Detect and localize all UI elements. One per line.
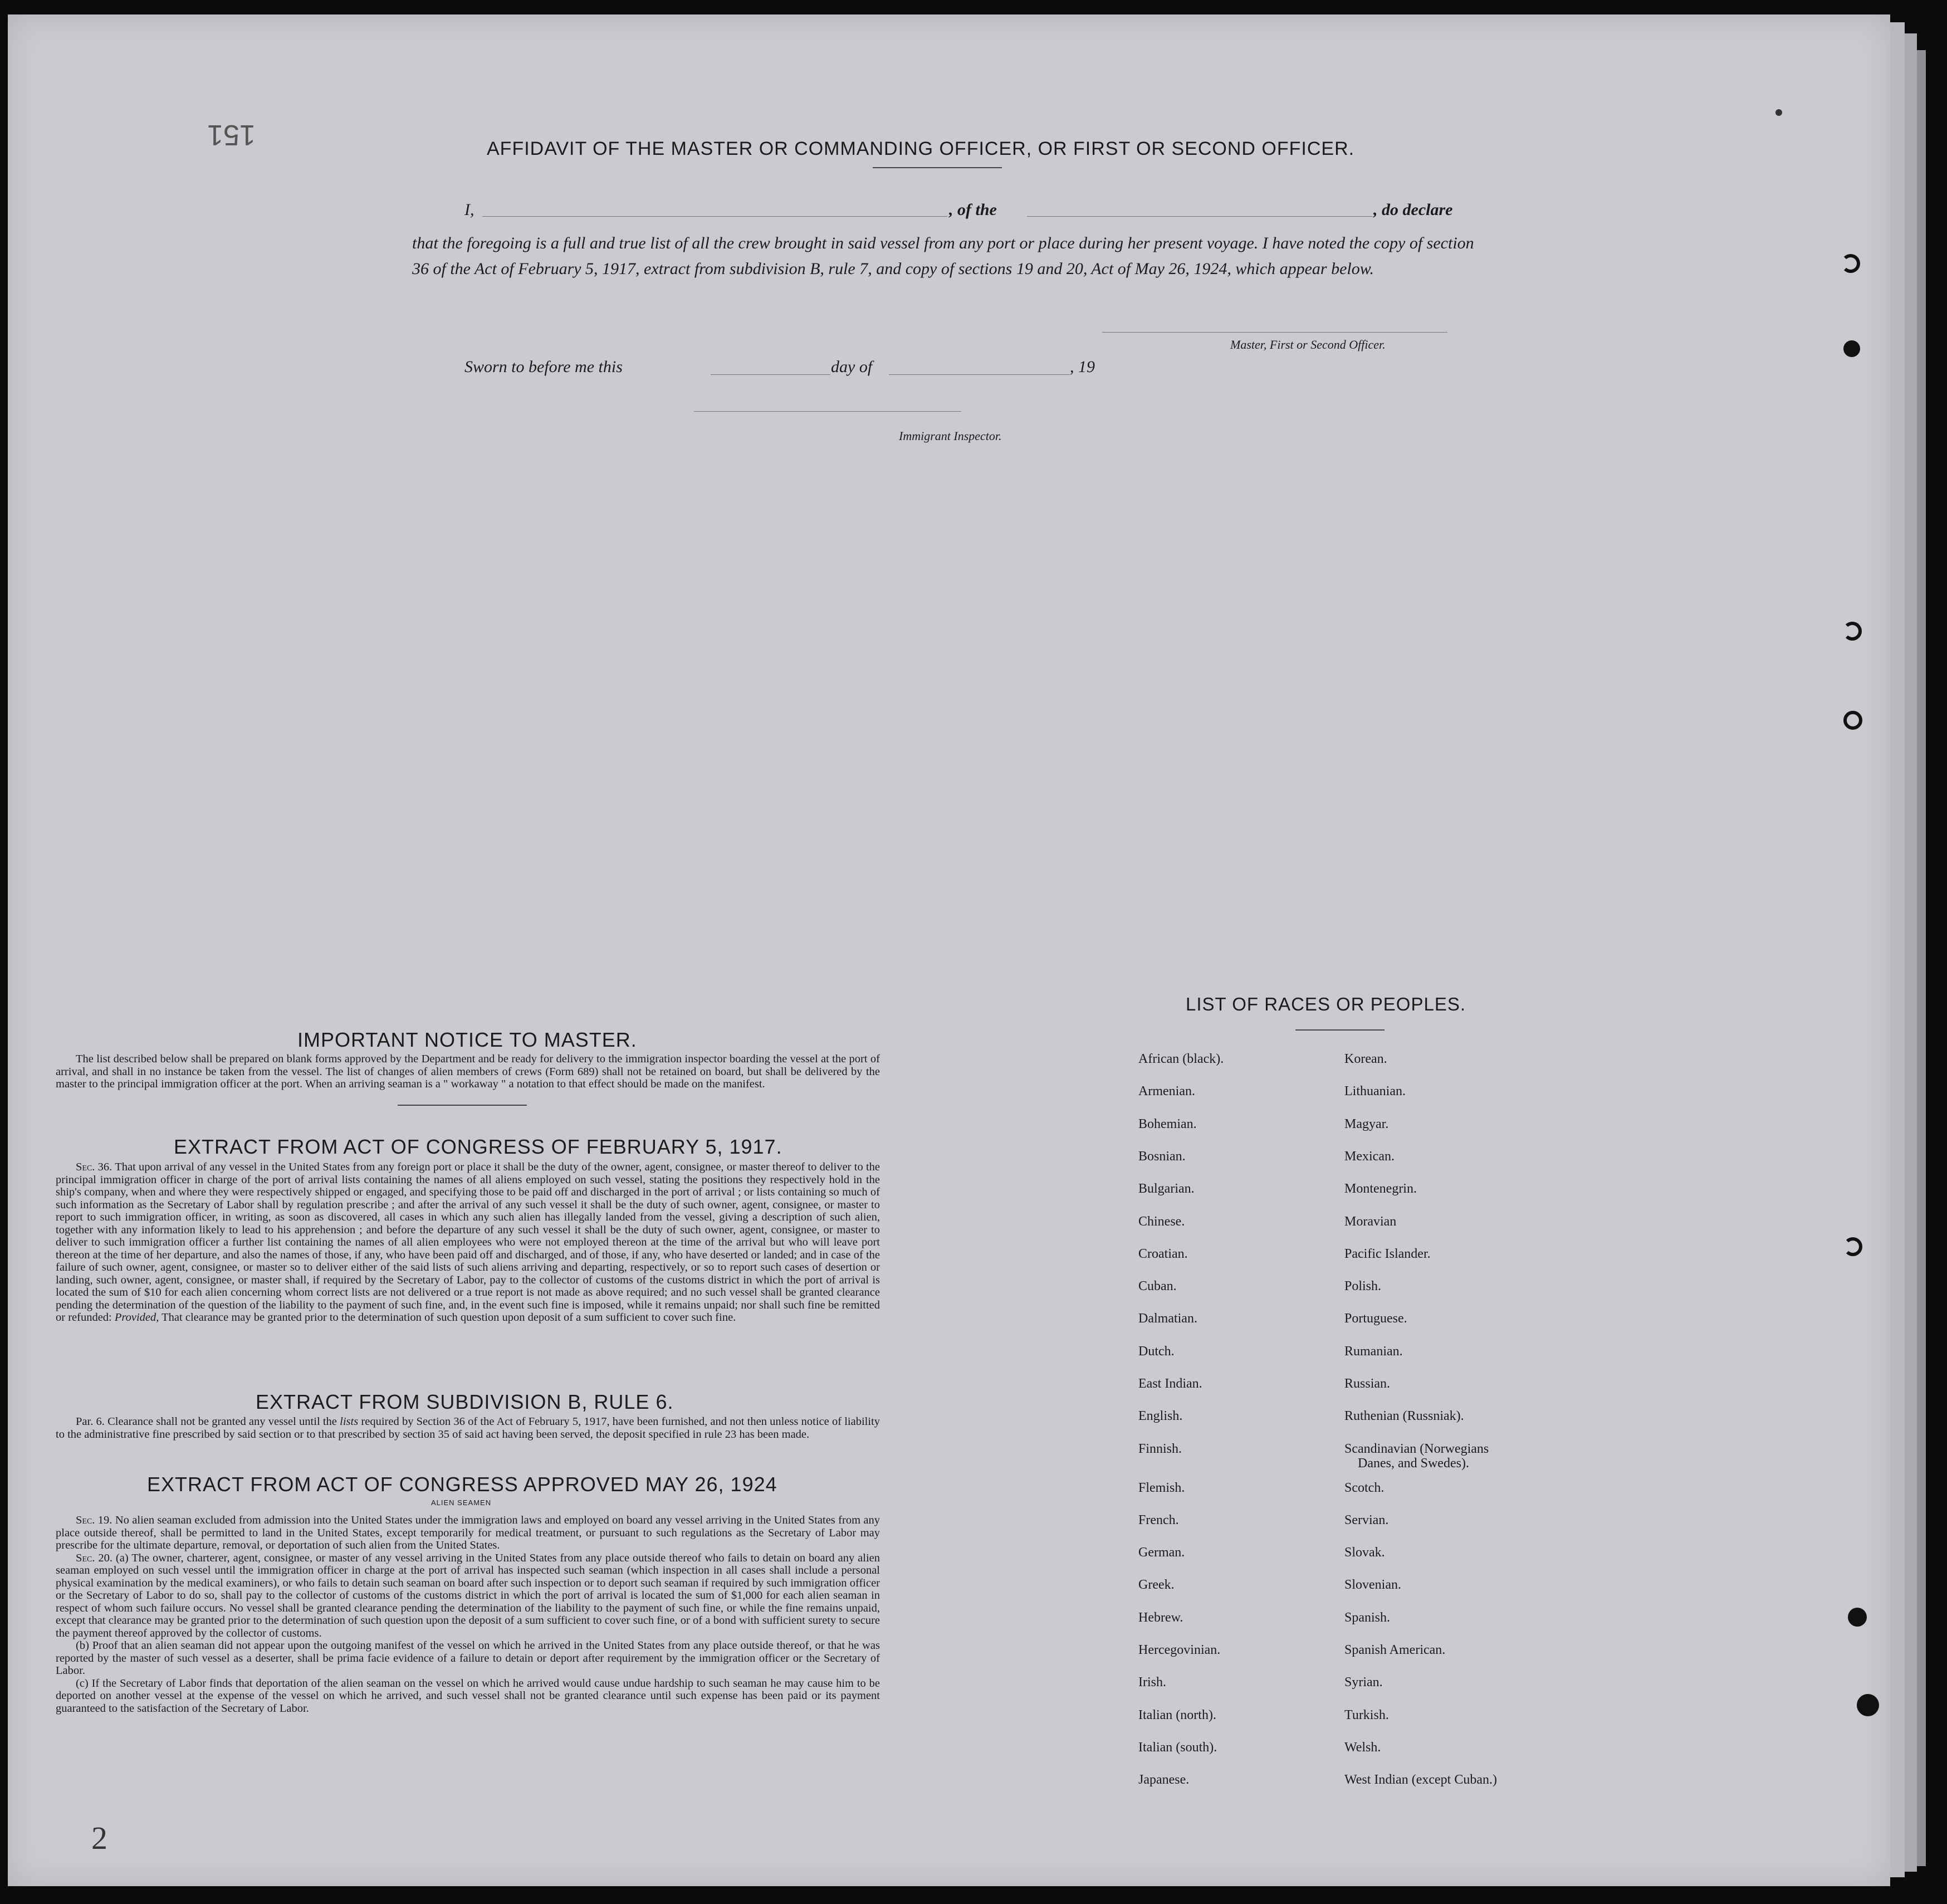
race-item: Lithuanian. [1344,1084,1406,1099]
race-item: Bosnian. [1138,1149,1186,1164]
declaration-i: I, [464,201,474,219]
sec20b-text: (b) Proof that an alien seaman did not appear upon the outgoing manifest of the vessel on which he arrived in the United States from any place outside thereof, or that he was reported by the master of such vessel as a deserter, shall be prima facie evidence of a failure to detain or deport after requirement by the immigration officer or the Secretary of Labor. [56,1639,880,1677]
race-item: Turkish. [1344,1708,1389,1722]
race-item: German. [1138,1545,1185,1560]
signature-caption: Master, First or Second Officer. [1230,338,1386,351]
race-item: Ruthenian (Russniak). [1344,1409,1464,1423]
declaration-of-the: , of the [949,201,997,219]
divider [1295,1029,1385,1031]
race-item: Spanish American. [1344,1643,1446,1657]
binder-hole [1843,711,1862,730]
section-text: That upon arrival of any vessel in the United States from any foreign port or place it shall be the duty of the owner, agent, consignee, or master thereof to deliver to the principal immigration officer in charge of the port of arrival lists containing the names of all aliens employed on such vessel, stating the positions they respectively hold in the ship's company, when and where they were respectively shipped or engaged, and specifying those to be paid off and discharged in the port of arrival ; or lists containing so much of such information as the Secretary of Labor shall by regulation prescribe ; and after the arrival of any such vessel it shall be the duty of such owner, agent, consignee, or master to report to such immigration officer, in writing, as soon as discovered, all cases in which any such alien has illegally landed from the vessel, giving a description of such alien, together with any information likely to lead to his apprehension ; and before the departure of any such vessel it shall be the duty of such owner, agent, consignee, or master to deliver to such immigration officer a further list containing the names of all alien employees who were not employed thereon at the time of the arrival but who will leave port thereon at the time of her departure, and also the names of those, if any, who have been paid off and discharged, and of those, if any, who have deserted or landed; and in case of the failure of such owner, agent, consignee, or master so to deliver either of the said lists of such aliens arriving and departing, respectively, or so to report such cases of desertion or landing, such owner, agent, consignee, or master shall, if required by the Secretary of Labor, pay to the collector of customs of the customs district in which the port of arrival is located the sum of $10 for each alien concerning whom correct lists are not delivered or a true report is not made as above required; and no such vessel shall be granted clearance pending the determination of the question of the liability to the payment of such fine, and, in the event such fine is imposed, while it remains unpaid; nor shall such fine be remitted or refunded: [56,1161,880,1324]
sworn-year: , 19 [1070,358,1095,376]
race-item: Italian (south). [1138,1740,1217,1755]
race-item: Slovenian. [1344,1578,1401,1592]
race-item: Croatian. [1138,1247,1188,1261]
race-item: Finnish. [1138,1442,1182,1456]
race-item: Korean. [1344,1052,1387,1066]
binder-hole [1843,340,1860,357]
provided-word: Provided, [114,1311,159,1324]
affidavit-title: AFFIDAVIT OF THE MASTER OR COMMANDING OFFICER, OR FIRST OR SECOND OFFICER. [487,138,1355,159]
rule-text-b: required by Section 36 of the Act of February 5, 1917, have been furnished, and not then unless notice of liability to the administrative fine prescribed by said section or to that prescribed by section 35 of said act having been served, the deposit specified in rule 23 has been made. [56,1415,880,1441]
extract-1924-title: EXTRACT FROM ACT OF CONGRESS APPROVED MAY 26, 1924 [147,1473,777,1496]
race-item: East Indian. [1138,1376,1202,1391]
extract-rule6-title: EXTRACT FROM SUBDIVISION B, RULE 6. [256,1390,674,1413]
race-item: Mexican. [1344,1149,1395,1164]
race-item: Portuguese. [1344,1311,1407,1326]
race-item: English. [1138,1409,1183,1423]
race-item: Bulgarian. [1138,1182,1195,1196]
race-item: Flemish. [1138,1481,1185,1495]
race-item: Scandinavian (Norwegians [1344,1442,1489,1456]
race-item: Polish. [1344,1279,1382,1293]
race-item: Irish. [1138,1675,1166,1690]
sec20c-text: (c) If the Secretary of Labor finds that deportation of the alien seaman on the vessel on which he arrived would cause undue hardship to such seaman he may cause him to be deported on another vessel at the expense of the vessel on which he arrived, and such vessel shall not be granted clearance until such expense has been paid or its payment guaranteed to the satisfaction of the Secretary of Labor. [56,1677,880,1715]
section-label: Sec. 19. [76,1514,112,1526]
page-edge [1890,22,1905,1877]
race-item: Hercegovinian. [1138,1643,1221,1657]
race-item: Dutch. [1138,1344,1175,1359]
notice-text: The list described below shall be prepared on blank forms approved by the Department and be ready for delivery to the immigration inspector boarding the vessel at the port of arrival, and shall in no instance be taken from the vessel. The list of changes of alien members of crews (Form 689) shall not be retained on board, but shall be delivered by the master to the principal immigration officer at the port. When an arriving seaman is a " workaway " a notation to that effect should be made on the manifest. [56,1053,880,1090]
affidavit-body: that the foregoing is a full and true list of all the crew brought in said vessel from any port or place during her present voyage. I have noted the copy of section 36 of the Act of February 5, 1917, extract from subdivision B, rule 7, and copy of sections 19 and 20, Act of May 26, 1924, which appear below. [412,234,1474,278]
race-item: Montenegrin. [1344,1182,1417,1196]
race-item: French. [1138,1513,1179,1527]
race-item: Rumanian. [1344,1344,1403,1359]
race-item: Scotch. [1344,1481,1385,1495]
sworn-prefix: Sworn to before me this [464,358,623,376]
sec19-text: No alien seaman excluded from admission into the United States under the immigration laws and employed on board any vessel arriving in the United States from any place outside thereof, shall be permitted to land in the United States, except temporarily for medical treatment, or pursuant to such regulations as the Secretary of Labor may prescribe for the ultimate departure, removal, or deportation of such alien from the United States. [56,1514,880,1551]
name-blank-line [482,216,947,217]
alien-seamen-subtitle: ALIEN SEAMEN [431,1498,492,1507]
divider [398,1105,527,1106]
race-item: Syrian. [1344,1675,1383,1690]
section-label: Sec. 20. [76,1551,112,1564]
margin-number: 151 [207,119,256,151]
inspector-signature-line [694,411,961,412]
binder-hole [1841,254,1860,273]
extract-1917-text [56,1161,880,1324]
signature-line [1102,332,1447,333]
section-label: Sec. 36. [76,1161,112,1173]
race-item: Armenian. [1138,1084,1195,1099]
day-blank-line [711,374,830,375]
race-item: Pacific Islander. [1344,1247,1431,1261]
section-text-end: That clearance may be granted prior to the determination of such question upon deposit of a sum sufficient to cover such fine. [162,1311,736,1324]
rule-text-a: Par. 6. Clearance shall not be granted any vessel until the [76,1415,337,1428]
page-edge [1905,33,1917,1872]
binder-hole [1848,1608,1867,1627]
document-sheet [8,14,1890,1886]
sec20a-text: (a) The owner, charterer, agent, consignee, or master of any vessel arriving in the United States from any place outside thereof who fails to detain on board any alien seaman employed on such vessel until the immigration officer in charge at the port of arrival has inspected such seaman (which inspection in all cases shall include a personal physical examination by the medical examiners), or who fails to detain such seaman on board after such inspection or to deport such seaman if required by such immigration officer or the Secretary of Labor to do so, shall pay to the collector of customs of the customs district in which the port of arrival is located the sum of $1,000 for each alien seaman in respect of whom such failure occurs. No vessel shall be granted clearance pending the determination of the liability to the payment of such fine, or while the fine remains unpaid, except that clearance may be granted prior to the determination of such question upon the deposit of a sum sufficient to cover such fine, or of a bond with sufficient surety to secure the payment thereof approved by the collector of customs. [56,1551,880,1639]
page-edge [1917,50,1926,1866]
race-item-continuation: Danes, and Swedes). [1358,1456,1469,1471]
race-item: Dalmatian. [1138,1311,1197,1326]
race-item: Hebrew. [1138,1610,1183,1625]
race-item: Magyar. [1344,1117,1389,1131]
race-item: Bohemian. [1138,1117,1197,1131]
sworn-day-of: day of [831,358,873,376]
race-item: Russian. [1344,1376,1391,1391]
month-blank-line [889,374,1070,375]
race-item: Greek. [1138,1578,1175,1592]
race-item: Chinese. [1138,1214,1185,1229]
race-item: Welsh. [1344,1740,1381,1755]
notice-title: IMPORTANT NOTICE TO MASTER. [297,1028,637,1051]
race-item: Moravian [1344,1214,1397,1229]
extract-1917-title: EXTRACT FROM ACT OF CONGRESS OF FEBRUARY 5, 1917. [174,1135,782,1158]
inspector-caption: Immigrant Inspector. [899,429,1002,443]
race-item: Slovak. [1344,1545,1385,1560]
vessel-blank-line [1027,216,1372,217]
race-item: West Indian (except Cuban.) [1344,1773,1497,1787]
race-item: Servian. [1344,1513,1389,1527]
binder-hole [1843,622,1862,641]
declaration-do-declare: , do declare [1373,201,1453,219]
corner-mark [1775,109,1782,116]
races-title: LIST OF RACES OR PEOPLES. [1186,994,1466,1014]
extract-rule6-text [56,1415,880,1441]
divider [873,167,1002,168]
binder-hole [1843,1237,1862,1256]
race-item: Spanish. [1344,1610,1391,1625]
race-item: Cuban. [1138,1279,1177,1293]
race-item: Italian (north). [1138,1708,1216,1722]
extract-1924-text [56,1514,880,1715]
lists-word: lists [340,1415,359,1428]
race-item: Japanese. [1138,1773,1190,1787]
race-item: African (black). [1138,1052,1224,1066]
margin-number: 2 [91,1820,107,1856]
binder-hole [1857,1694,1879,1716]
